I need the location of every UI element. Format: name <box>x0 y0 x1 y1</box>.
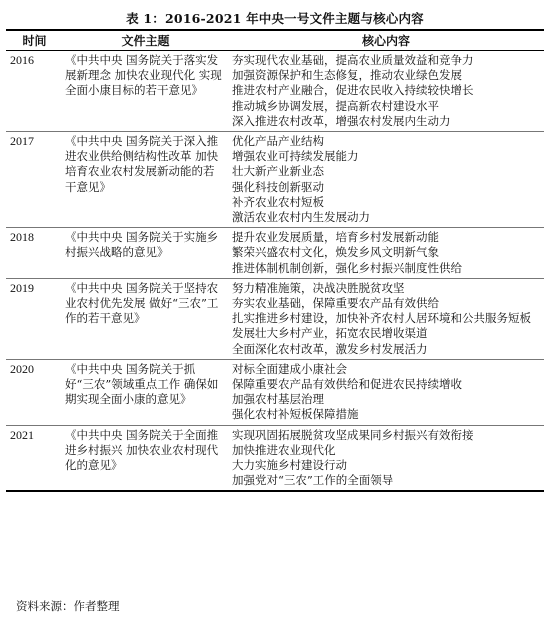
core-item: 实现巩固拓展脱贫攻坚成果同乡村振兴有效衔接 <box>232 427 474 442</box>
core-item: 加强农村基层治理 <box>232 392 324 407</box>
year-cell: 2020 <box>6 359 63 425</box>
core-item: 增强农业可持续发展能力 <box>232 149 359 164</box>
core-item: 对标全面建成小康社会 <box>232 361 347 376</box>
theme-cell: 《中共中央 国务院关于全面推进乡村振兴 加快农业农村现代化的意见》 <box>63 425 228 491</box>
core-item: 全面深化农村改革，激发乡村发展活力 <box>232 341 428 356</box>
core-item: 加强党对“三农”工作的全面领导 <box>232 473 394 488</box>
core-item: 深入推进农村改革，增强农村发展内生动力 <box>232 113 451 128</box>
core-item: 繁荣兴盛农村文化，焕发乡风文明新气象 <box>232 245 439 260</box>
core-item: 夯实现代农业基础，提高农业质量效益和竞争力 <box>232 53 474 67</box>
core-item: 夯实农业基础，保障重要农产品有效供给 <box>232 296 439 311</box>
core-cell <box>228 278 544 359</box>
table-row <box>6 228 544 279</box>
theme-cell: 《中共中央 国务院关于抓好“三农”领域重点工作 确保如期实现全面小康的意见》 <box>63 359 228 425</box>
core-item: 激活农业农村内生发展动力 <box>232 210 370 225</box>
core-cell <box>228 425 544 491</box>
core-item: 加强资源保护和生态修复，推动农业绿色发展 <box>232 68 462 83</box>
table-row <box>6 278 544 359</box>
core-item: 优化产品产业结构 <box>232 134 324 149</box>
header-theme: 文件主题 <box>63 30 228 51</box>
year-cell: 2018 <box>6 228 63 279</box>
theme-cell: 《中共中央 国务院关于落实发展新理念 加快农业现代化 实现全面小康目标的若干意见》 <box>63 51 228 132</box>
core-item: 强化科技创新驱动 <box>232 179 324 194</box>
core-item: 加快推进农业现代化 <box>232 442 336 457</box>
year-cell: 2016 <box>6 51 63 132</box>
table-row <box>6 359 544 425</box>
core-cell <box>228 228 544 279</box>
header-core: 核心内容 <box>228 30 544 51</box>
core-item: 补齐农业农村短板 <box>232 194 324 209</box>
core-item: 努力精准施策，决战决胜脱贫攻坚 <box>232 280 405 295</box>
core-item: 强化农村补短板保障措施 <box>232 407 359 422</box>
header-year: 时间 <box>6 30 63 51</box>
core-item: 壮大新产业新业态 <box>232 164 324 179</box>
year-cell: 2017 <box>6 132 63 228</box>
core-item: 推进农村产业融合，促进农民收入持续较快增长 <box>232 83 474 98</box>
table-row <box>6 132 544 228</box>
core-cell <box>228 359 544 425</box>
table-row <box>6 51 544 132</box>
core-item: 推进体制机制创新，强化乡村振兴制度性供给 <box>232 260 462 275</box>
core-item: 大力实施乡村建设行动 <box>232 458 347 473</box>
core-cell <box>228 132 544 228</box>
table-caption: 表 1：2016-2021 年中央一号文件主题与核心内容 <box>126 11 424 26</box>
core-item: 保障重要农产品有效供给和促进农民持续增收 <box>232 377 462 392</box>
theme-cell: 《中共中央 国务院关于坚持农业农村优先发展 做好“三农”工作的若干意见》 <box>63 278 228 359</box>
table-row <box>6 425 544 491</box>
theme-cell: 《中共中央 国务院关于深入推进农业供给侧结构性改革 加快培育农业农村发展新动能的若干意见》 <box>63 132 228 228</box>
policy-table <box>6 29 544 492</box>
table-header-row <box>6 30 544 51</box>
theme-cell: 《中共中央 国务院关于实施乡村振兴战略的意见》 <box>63 228 228 279</box>
core-item: 发展壮大乡村产业，拓宽农民增收渠道 <box>232 326 428 341</box>
source-note: 资料来源：作者整理 <box>16 599 120 613</box>
core-item: 提升农业发展质量，培育乡村发展新动能 <box>232 230 439 245</box>
core-item: 推动城乡协调发展，提高新农村建设水平 <box>232 98 439 113</box>
year-cell: 2021 <box>6 425 63 491</box>
core-cell <box>228 51 544 132</box>
core-item: 扎实推进乡村建设，加快补齐农村人居环境和公共服务短板 <box>232 311 531 326</box>
year-cell: 2019 <box>6 278 63 359</box>
